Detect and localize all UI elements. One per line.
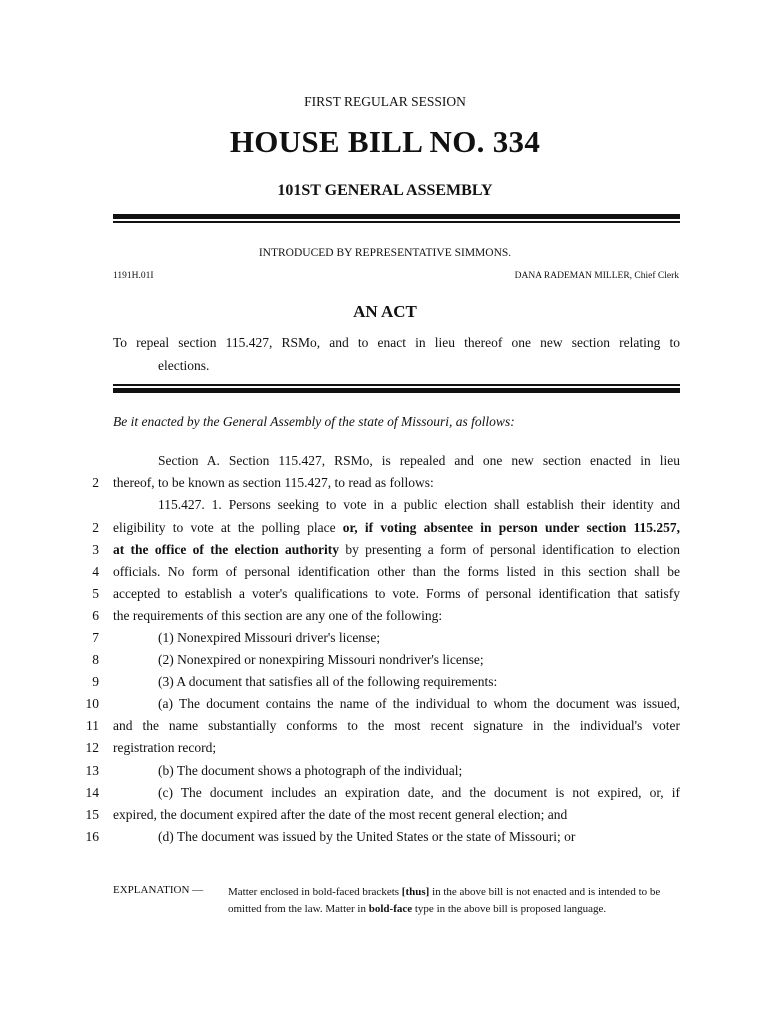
line-number: 7 [92,630,99,645]
text-run: by presenting a form of personal identification to election [339,542,680,557]
session-label: FIRST REGULAR SESSION [304,94,466,109]
text-run: in the above bill is not enacted and is intended to be omitted from the law. Matter in [228,886,661,915]
body-line: and the name substantially conforms to the most recent signature in the individual's voter [113,718,680,733]
body-line: (a) The document contains the name of the individual to whom the document was issued, [158,696,680,711]
body-line [113,539,680,561]
body-line [113,517,680,539]
line-number: 4 [92,564,99,579]
line-number: 13 [85,763,99,778]
body-line: (3) A document that satisfies all of the following requirements: [158,674,498,689]
line-number: 11 [86,718,99,733]
text-run: Matter enclosed in bold-faced brackets [228,886,402,898]
act-rule-thick [113,388,680,393]
body-line: thereof, to be known as section 115.427, to read as follows: [113,475,434,490]
line-number: 9 [92,674,99,689]
enacting-clause: Be it enacted by the General Assembly of the state of Missouri, as follows: [113,414,515,429]
bill-title: HOUSE BILL NO. 334 [229,124,541,159]
act-rule-thin [113,384,680,386]
body-line: (b) The document shows a photograph of the individual; [158,763,463,778]
body-line: officials. No form of personal identification other than the forms listed in this section shall be [113,564,680,579]
line-number: 12 [85,740,99,755]
body-line: Section A. Section 115.427, RSMo, is repealed and one new section enacted in lieu [158,453,680,468]
body-line: 115.427. 1. Persons seeking to vote in a public election shall establish their identity and [158,497,680,512]
line-number: 14 [85,785,99,800]
new-language-text: at the office of the election authority [113,542,340,557]
body-line: accepted to establish a voter's qualifications to vote. Forms of personal identification that satisfy [113,586,680,601]
explanation-text [228,884,680,918]
text-run: type in the above bill is proposed language. [412,903,607,915]
line-number: 2 [92,520,99,535]
assembly-label: 101ST GENERAL ASSEMBLY [277,182,493,199]
body-line: the requirements of this section are any one of the following: [113,608,443,623]
body-line: (c) The document includes an expiration date, and the document is not expired, or, if [158,785,680,800]
line-number: 10 [85,696,99,711]
line-number: 3 [92,542,99,557]
bracket-example: [thus] [401,886,430,898]
explanation-label: EXPLANATION — [113,884,204,896]
body-line: (2) Nonexpired or nonexpiring Missouri nondriver's license; [158,652,484,667]
act-purpose-continued: elections. [158,358,210,373]
act-purpose: To repeal section 115.427, RSMo, and to enact in lieu thereof one new section relating to [113,335,680,350]
bold-face-example: bold-face [368,903,413,915]
header-rule-thin [113,221,680,223]
line-number: 5 [92,586,99,601]
body-line: (d) The document was issued by the United States or the state of Missouri; or [158,829,576,844]
line-number: 6 [92,608,99,623]
header-rule-thick [113,214,680,219]
introduced-by: INTRODUCED BY REPRESENTATIVE SIMMONS. [258,247,512,259]
body-line: expired, the document expired after the date of the most recent general election; and [113,807,568,822]
line-number: 15 [85,807,99,822]
act-heading: AN ACT [353,302,417,321]
text-run: eligibility to vote at the polling place [113,520,343,535]
body-line: registration record; [113,740,217,755]
bill-code: 1191H.01I [113,271,154,281]
line-number: 2 [92,475,99,490]
line-number: 16 [85,829,99,844]
line-number: 8 [92,652,99,667]
new-language-text: or, if voting absentee in person under section 115.257, [342,520,680,535]
chief-clerk: DANA RADEMAN MILLER, Chief Clerk [514,271,679,281]
body-line: (1) Nonexpired Missouri driver's license; [158,630,381,645]
